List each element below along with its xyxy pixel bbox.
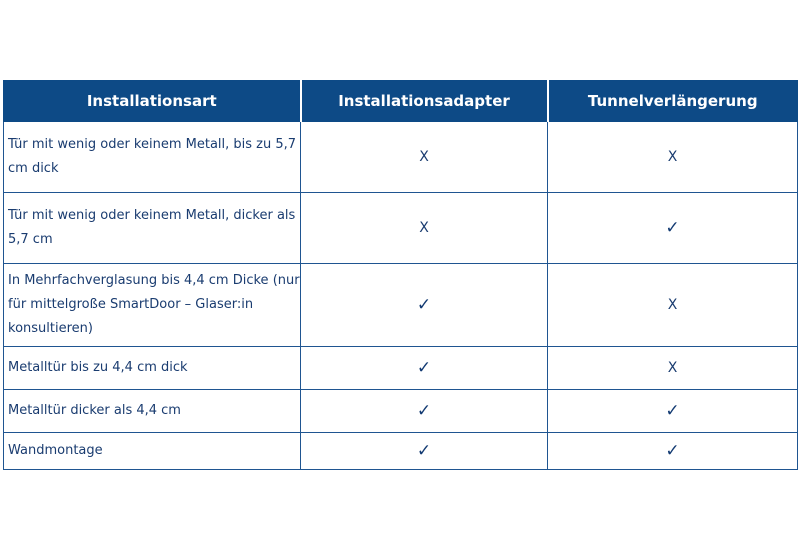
row-tunnel-mark: ✓ — [548, 433, 798, 470]
row-installation-type: Wandmontage — [4, 433, 301, 470]
row-adapter-mark: ✓ — [301, 390, 548, 433]
header-installationsadapter: Installationsadapter — [301, 81, 548, 122]
table-row — [4, 193, 798, 264]
row-adapter-mark: ✓ — [301, 264, 548, 347]
row-tunnel-mark: X — [548, 264, 798, 347]
row-installation-type: Metalltür dicker als 4,4 cm — [4, 390, 301, 433]
row-adapter-mark: ✓ — [301, 347, 548, 390]
row-installation-type: Tür mit wenig oder keinem Metall, dicker als 5,7 cm — [4, 193, 301, 264]
table-row — [4, 390, 798, 433]
table-row — [4, 122, 798, 193]
header-tunnelverlaengerung: Tunnelverlängerung — [548, 81, 798, 122]
installation-table — [3, 80, 798, 470]
row-tunnel-mark: ✓ — [548, 390, 798, 433]
table-header-row — [4, 81, 798, 122]
row-installation-type: In Mehrfachverglasung bis 4,4 cm Dicke (nur für mittelgroße SmartDoor – Glaser:in konsultieren) — [4, 264, 301, 347]
row-installation-type: Tür mit wenig oder keinem Metall, bis zu 5,7 cm dick — [4, 122, 301, 193]
installation-table-container — [3, 80, 797, 470]
row-installation-type: Metalltür bis zu 4,4 cm dick — [4, 347, 301, 390]
row-adapter-mark: X — [301, 193, 548, 264]
row-tunnel-mark: X — [548, 122, 798, 193]
table-row — [4, 264, 798, 347]
row-adapter-mark: ✓ — [301, 433, 548, 470]
table-row — [4, 347, 798, 390]
row-tunnel-mark: X — [548, 347, 798, 390]
table-row — [4, 433, 798, 470]
header-installationsart: Installationsart — [4, 81, 301, 122]
row-tunnel-mark: ✓ — [548, 193, 798, 264]
row-adapter-mark: X — [301, 122, 548, 193]
